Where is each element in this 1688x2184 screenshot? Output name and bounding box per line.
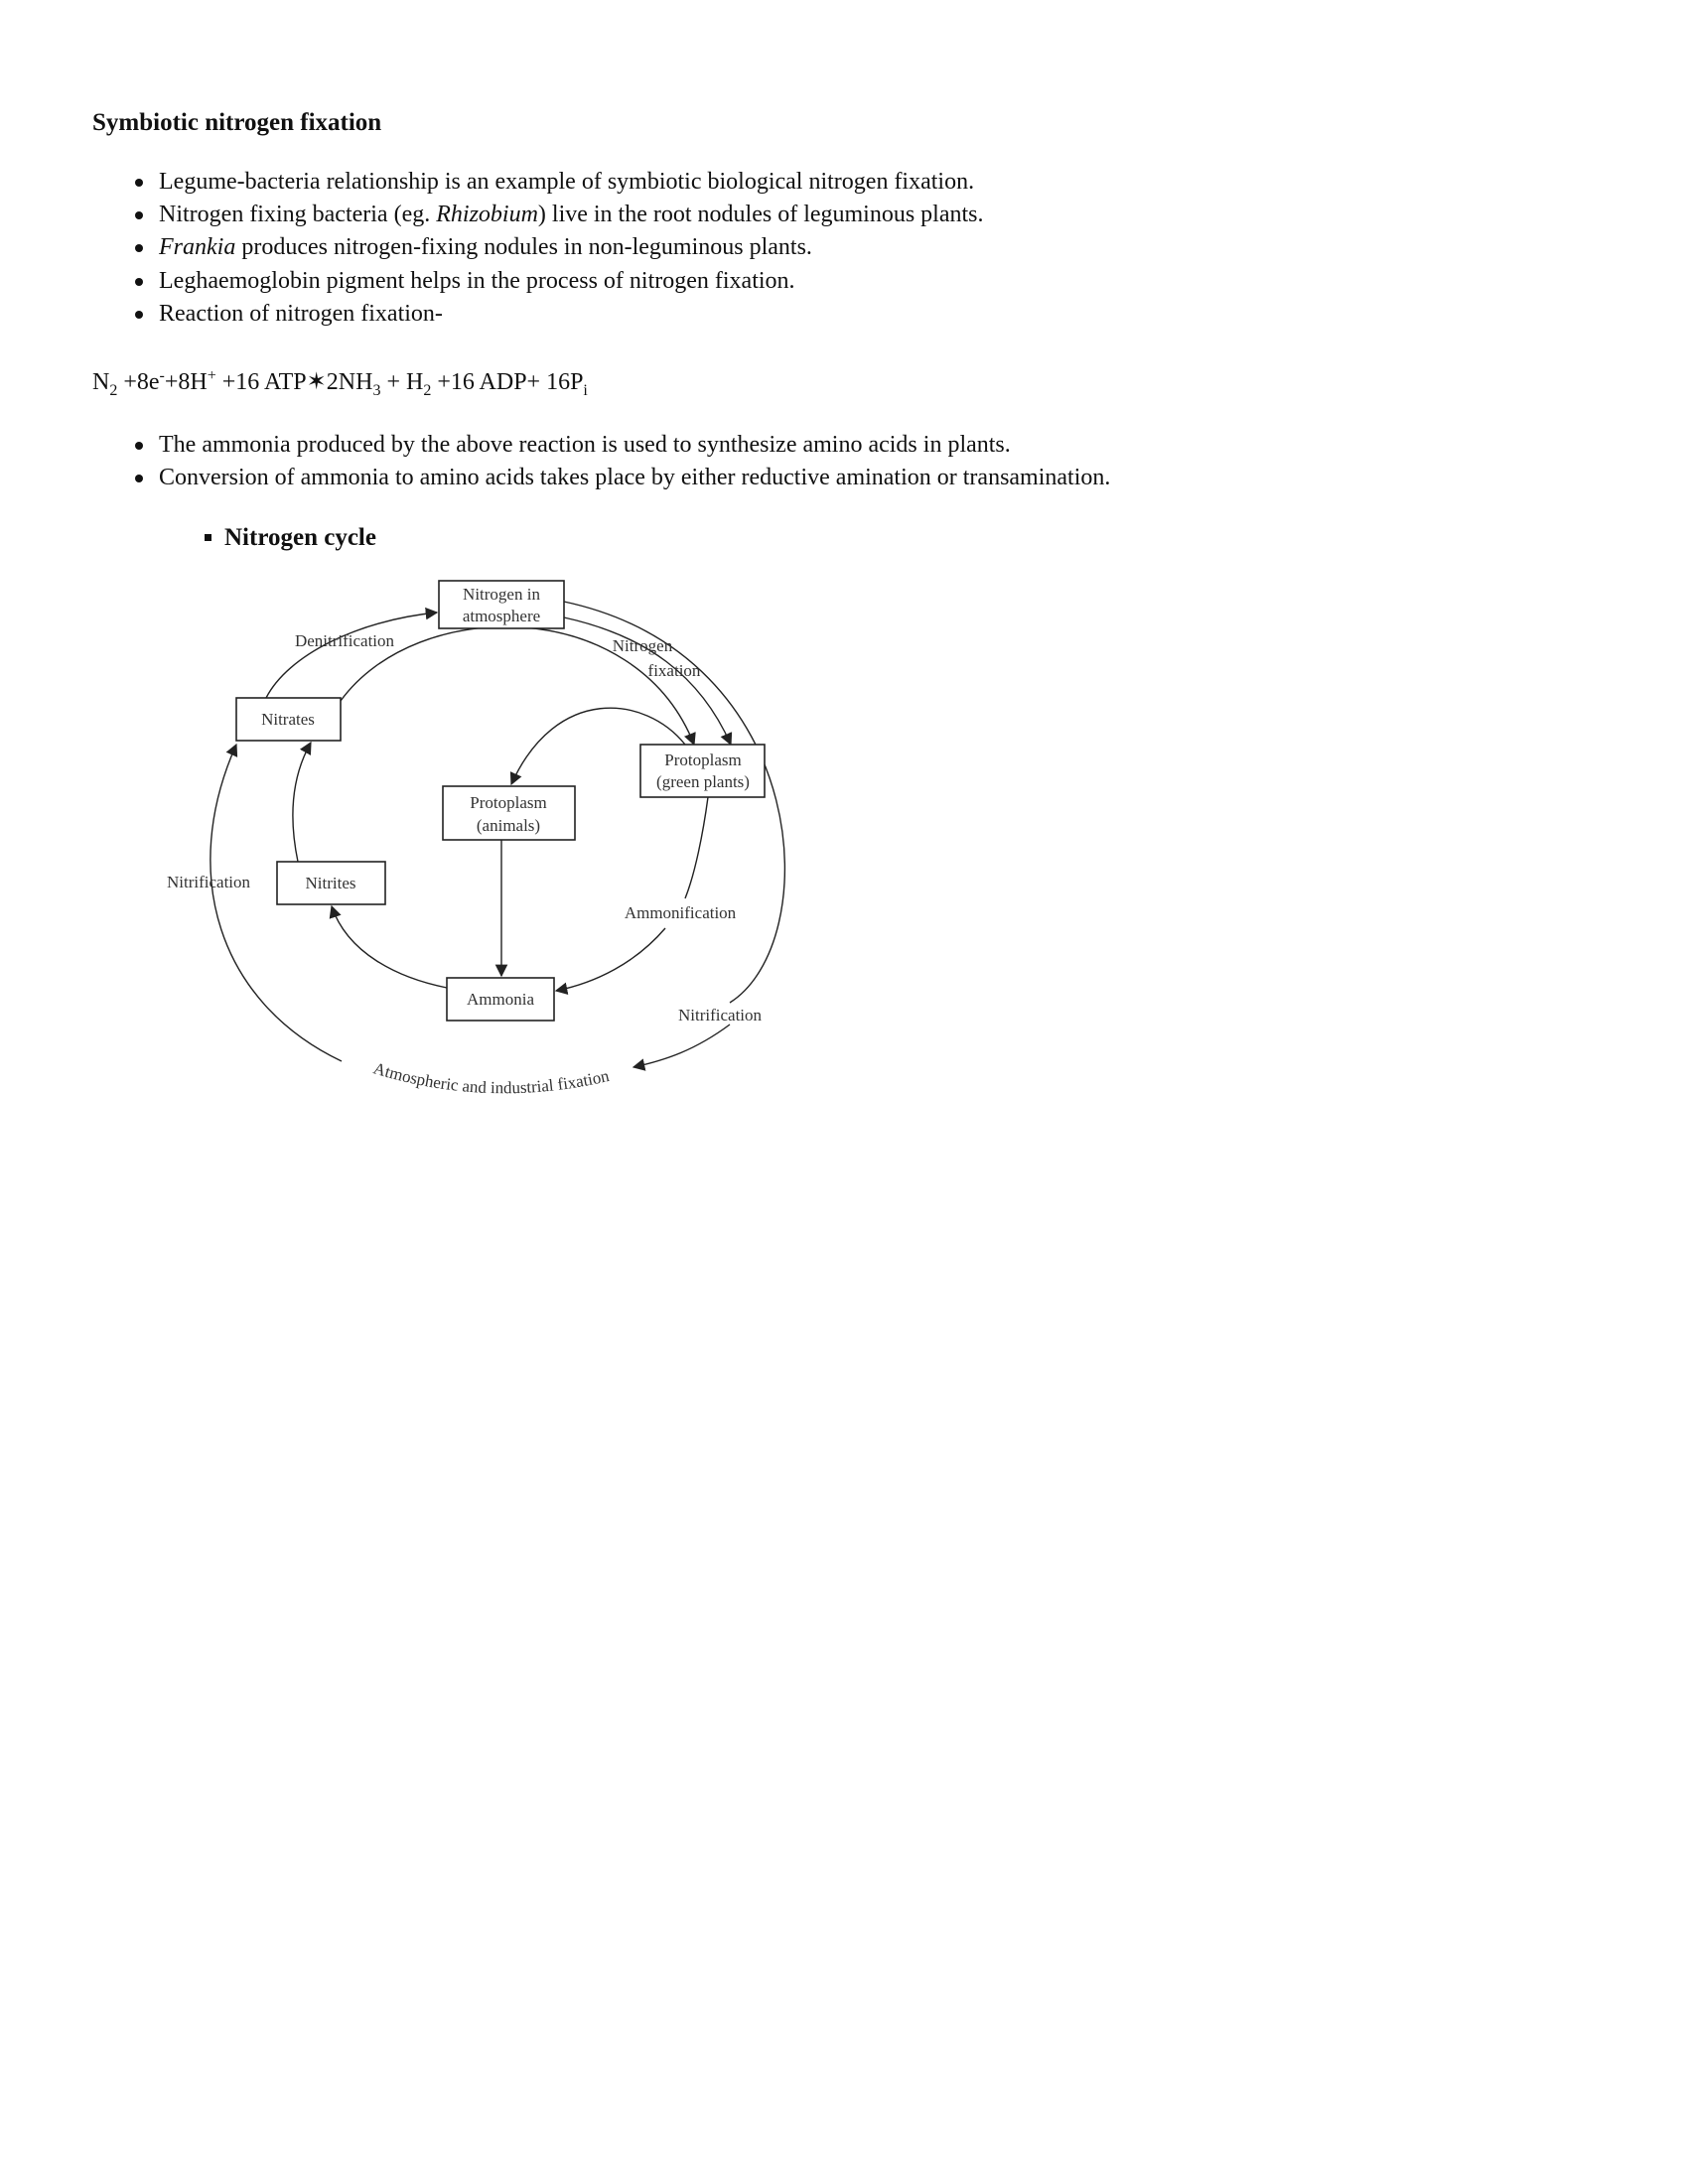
- box-nitrates: [236, 698, 341, 741]
- ammonification-arrow: [556, 928, 665, 991]
- reaction-equation: $N_2 +8e^-+8H^+ +16$ $ATP✶2NH_3 + H_2 +16$ $ADP+ 16P_i$: [92, 367, 588, 399]
- bullet-text: The ammonia produced by the above reaction is used to synthesize amino acids in plants.: [159, 432, 1011, 458]
- species-name: Rhizobium: [436, 202, 538, 227]
- outer-right-arc-end: [633, 1024, 730, 1067]
- box-ammonia: [447, 978, 554, 1021]
- box-green-plants: [640, 745, 765, 797]
- label-denitrification: Denitrification: [294, 631, 395, 650]
- box-animals: [443, 786, 575, 840]
- svg-text:atmosphere: atmosphere: [462, 607, 541, 625]
- bullet-text: Nitrogen fixing bacteria (eg.: [159, 202, 437, 227]
- denitrification-arrow: [266, 613, 437, 698]
- label-nitrification-right: Nitrification: [677, 1006, 763, 1024]
- box-nitrites: [277, 862, 385, 904]
- ammonia-to-nitrites-arrow: [332, 906, 447, 988]
- svg-text:Ammonia: Ammonia: [467, 990, 534, 1009]
- svg-text:(animals): (animals): [476, 816, 541, 835]
- label-nitrogen: Nitrogen: [612, 636, 673, 655]
- subheading-text: Nitrogen cycle: [224, 524, 376, 551]
- label-nitrification-left: Nitrification: [166, 873, 251, 891]
- svg-text:Nitrogen in: Nitrogen in: [463, 585, 540, 604]
- plants-to-ammonia-top: [685, 797, 708, 898]
- bullet-text: ) live in the root nodules of leguminous plants.: [537, 202, 984, 227]
- svg-text:Protoplasm: Protoplasm: [470, 793, 547, 812]
- species-name: Frankia: [159, 234, 236, 260]
- svg-text:Nitrates: Nitrates: [261, 710, 315, 729]
- svg-text:(green plants): (green plants): [656, 772, 750, 791]
- label-ammonification: Ammonification: [624, 903, 737, 922]
- bullet-text: Reaction of nitrogen fixation-: [159, 301, 443, 327]
- label-fixation: fixation: [647, 661, 701, 680]
- bullet-text: Legume-bacteria relationship is an example of symbiotic biological nitrogen fixation.: [159, 169, 975, 195]
- bullet-text: Leghaemoglobin pigment helps in the process of nitrogen fixation.: [159, 268, 795, 294]
- bullet-text: produces nitrogen-fixing nodules in non-leguminous plants.: [235, 234, 812, 260]
- box-atmosphere: [439, 581, 564, 628]
- nitrites-to-nitrates-arrow: [293, 743, 311, 862]
- svg-text:Nitrites: Nitrites: [305, 874, 356, 892]
- label-atmospheric-fixation: Atmospheric and industrial fixation: [370, 1058, 612, 1098]
- svg-text:Protoplasm: Protoplasm: [664, 751, 742, 769]
- bullet-text: Conversion of ammonia to amino acids takes place by either reductive amination or transamination.: [159, 465, 1111, 490]
- section-heading: Symbiotic nitrogen fixation: [92, 109, 382, 136]
